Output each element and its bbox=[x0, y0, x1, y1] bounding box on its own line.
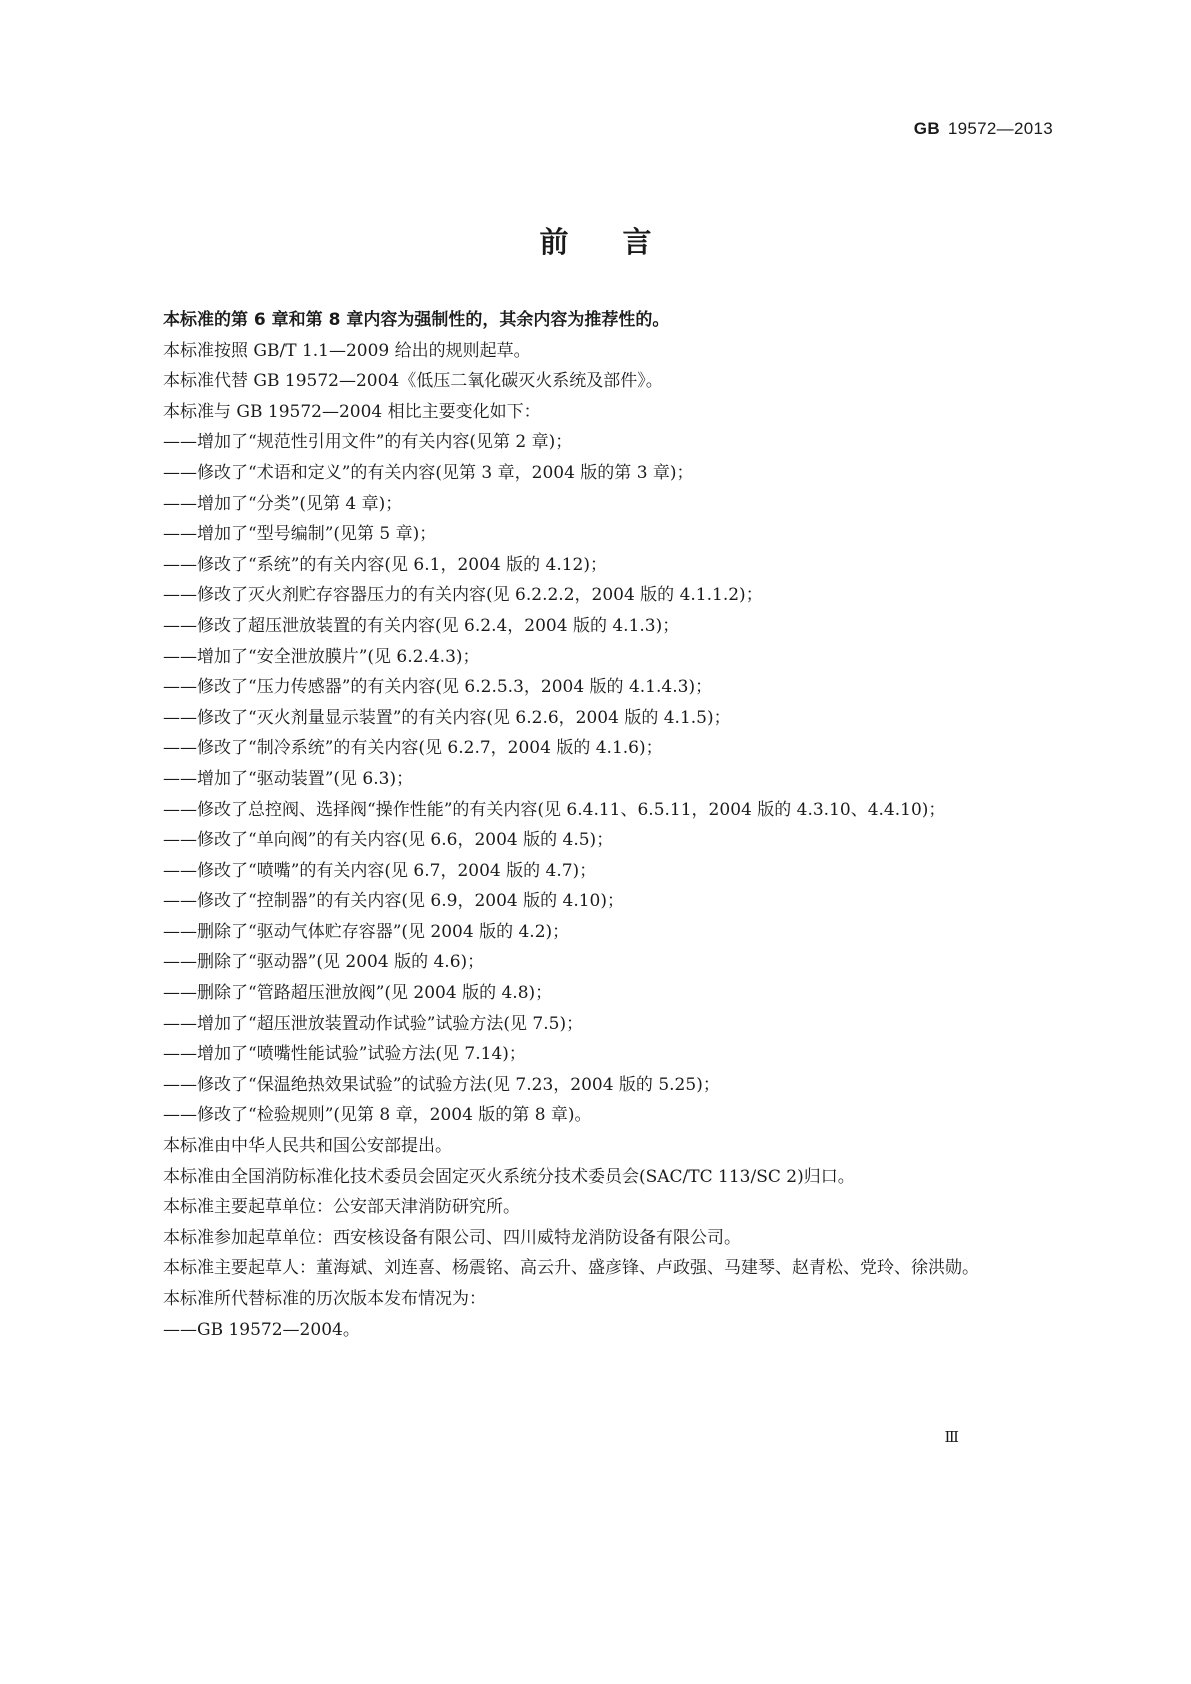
change-item: ——增加了“喷嘴性能试验”试验方法(见 7.14)； bbox=[163, 1044, 526, 1065]
change-item: ——修改了“控制器”的有关内容(见 6.9，2004 版的 4.10)； bbox=[163, 891, 625, 912]
page-title: 前言 bbox=[539, 225, 706, 259]
change-item: ——修改了“喷嘴”的有关内容(见 6.7，2004 版的 4.7)； bbox=[163, 860, 597, 881]
change-item: ——修改了“压力传感器”的有关内容(见 6.2.5.3，2004 版的 4.1.4.3)； bbox=[163, 677, 713, 698]
change-item: ——修改了总控阀、选择阀“操作性能”的有关内容(见 6.4.11、6.5.11，2004 版的 4.3.10、4.4.10)； bbox=[163, 799, 946, 820]
change-item: ——修改了“单向阀”的有关内容(见 6.6，2004 版的 4.5)； bbox=[163, 830, 614, 851]
standard-prefix: GB bbox=[913, 119, 940, 138]
change-item: ——增加了“驱动装置”(见 6.3)； bbox=[163, 768, 414, 789]
change-item: ——修改了灭火剂贮存容器压力的有关内容(见 6.2.2.2，2004 版的 4.1.1.2)； bbox=[163, 585, 763, 606]
change-item: ——修改了“术语和定义”的有关内容(见第 3 章，2004 版的第 3 章)； bbox=[163, 462, 694, 483]
page-number: Ⅲ bbox=[944, 1428, 959, 1446]
standard-number bbox=[914, 119, 1053, 139]
change-item: ——修改了“保温绝热效果试验”的试验方法(见 7.23，2004 版的 5.25)； bbox=[163, 1074, 720, 1095]
paragraph: 本标准参加起草单位：西安核设备有限公司、四川威特龙消防设备有限公司。 bbox=[163, 1227, 741, 1248]
change-item: ——删除了“驱动气体贮存容器”(见 2004 版的 4.2)； bbox=[163, 921, 570, 942]
paragraph: 本标准与 GB 19572—2004 相比主要变化如下： bbox=[163, 401, 541, 422]
change-item: ——修改了超压泄放装置的有关内容(见 6.2.4，2004 版的 4.1.3)； bbox=[163, 615, 680, 636]
change-item: ——修改了“系统”的有关内容(见 6.1，2004 版的 4.12)； bbox=[163, 554, 608, 575]
mandatory-statement: 本标准的第 6 章和第 8 章内容为强制性的，其余内容为推荐性的。 bbox=[163, 310, 670, 330]
drafters-paragraph: 本标准主要起草人：董海斌、刘连喜、杨震铭、高云升、盛彦锋、卢政强、马建琴、赵青松、党玲、徐洪勋。 bbox=[163, 1258, 979, 1279]
change-item: ——增加了“分类”(见第 4 章)； bbox=[163, 493, 403, 514]
paragraph: 本标准代替 GB 19572—2004《低压二氧化碳灭火系统及部件》。 bbox=[163, 371, 663, 392]
foreword-body bbox=[121, 305, 1061, 1345]
history-item: ——GB 19572—2004。 bbox=[163, 1319, 360, 1340]
change-item: ——修改了“制冷系统”的有关内容(见 6.2.7，2004 版的 4.1.6)； bbox=[163, 738, 663, 759]
change-item: ——修改了“检验规则”(见第 8 章，2004 版的第 8 章)。 bbox=[163, 1105, 592, 1126]
paragraph: 本标准主要起草单位：公安部天津消防研究所。 bbox=[163, 1197, 520, 1218]
change-item: ——增加了“安全泄放膜片”(见 6.2.4.3)； bbox=[163, 646, 480, 667]
change-item: ——修改了“灭火剂量显示装置”的有关内容(见 6.2.6，2004 版的 4.1.5)； bbox=[163, 707, 731, 728]
paragraph: 本标准所代替标准的历次版本发布情况为： bbox=[163, 1289, 486, 1309]
paragraph: 本标准按照 GB/T 1.1—2009 给出的规则起草。 bbox=[163, 340, 531, 361]
change-item: ——增加了“型号编制”(见第 5 章)； bbox=[163, 524, 437, 545]
standard-code: 19572—2013 bbox=[947, 119, 1053, 138]
paragraph: 本标准由中华人民共和国公安部提出。 bbox=[163, 1136, 452, 1157]
change-item: ——删除了“管路超压泄放阀”(见 2004 版的 4.8)； bbox=[163, 983, 553, 1004]
change-item: ——增加了“规范性引用文件”的有关内容(见第 2 章)； bbox=[163, 432, 573, 453]
paragraph: 本标准由全国消防标准化技术委员会固定灭火系统分技术委员会(SAC/TC 113/SC 2)归口。 bbox=[163, 1166, 855, 1187]
change-item: ——删除了“驱动器”(见 2004 版的 4.6)； bbox=[163, 952, 485, 973]
change-item: ——增加了“超压泄放装置动作试验”试验方法(见 7.5)； bbox=[163, 1013, 584, 1034]
